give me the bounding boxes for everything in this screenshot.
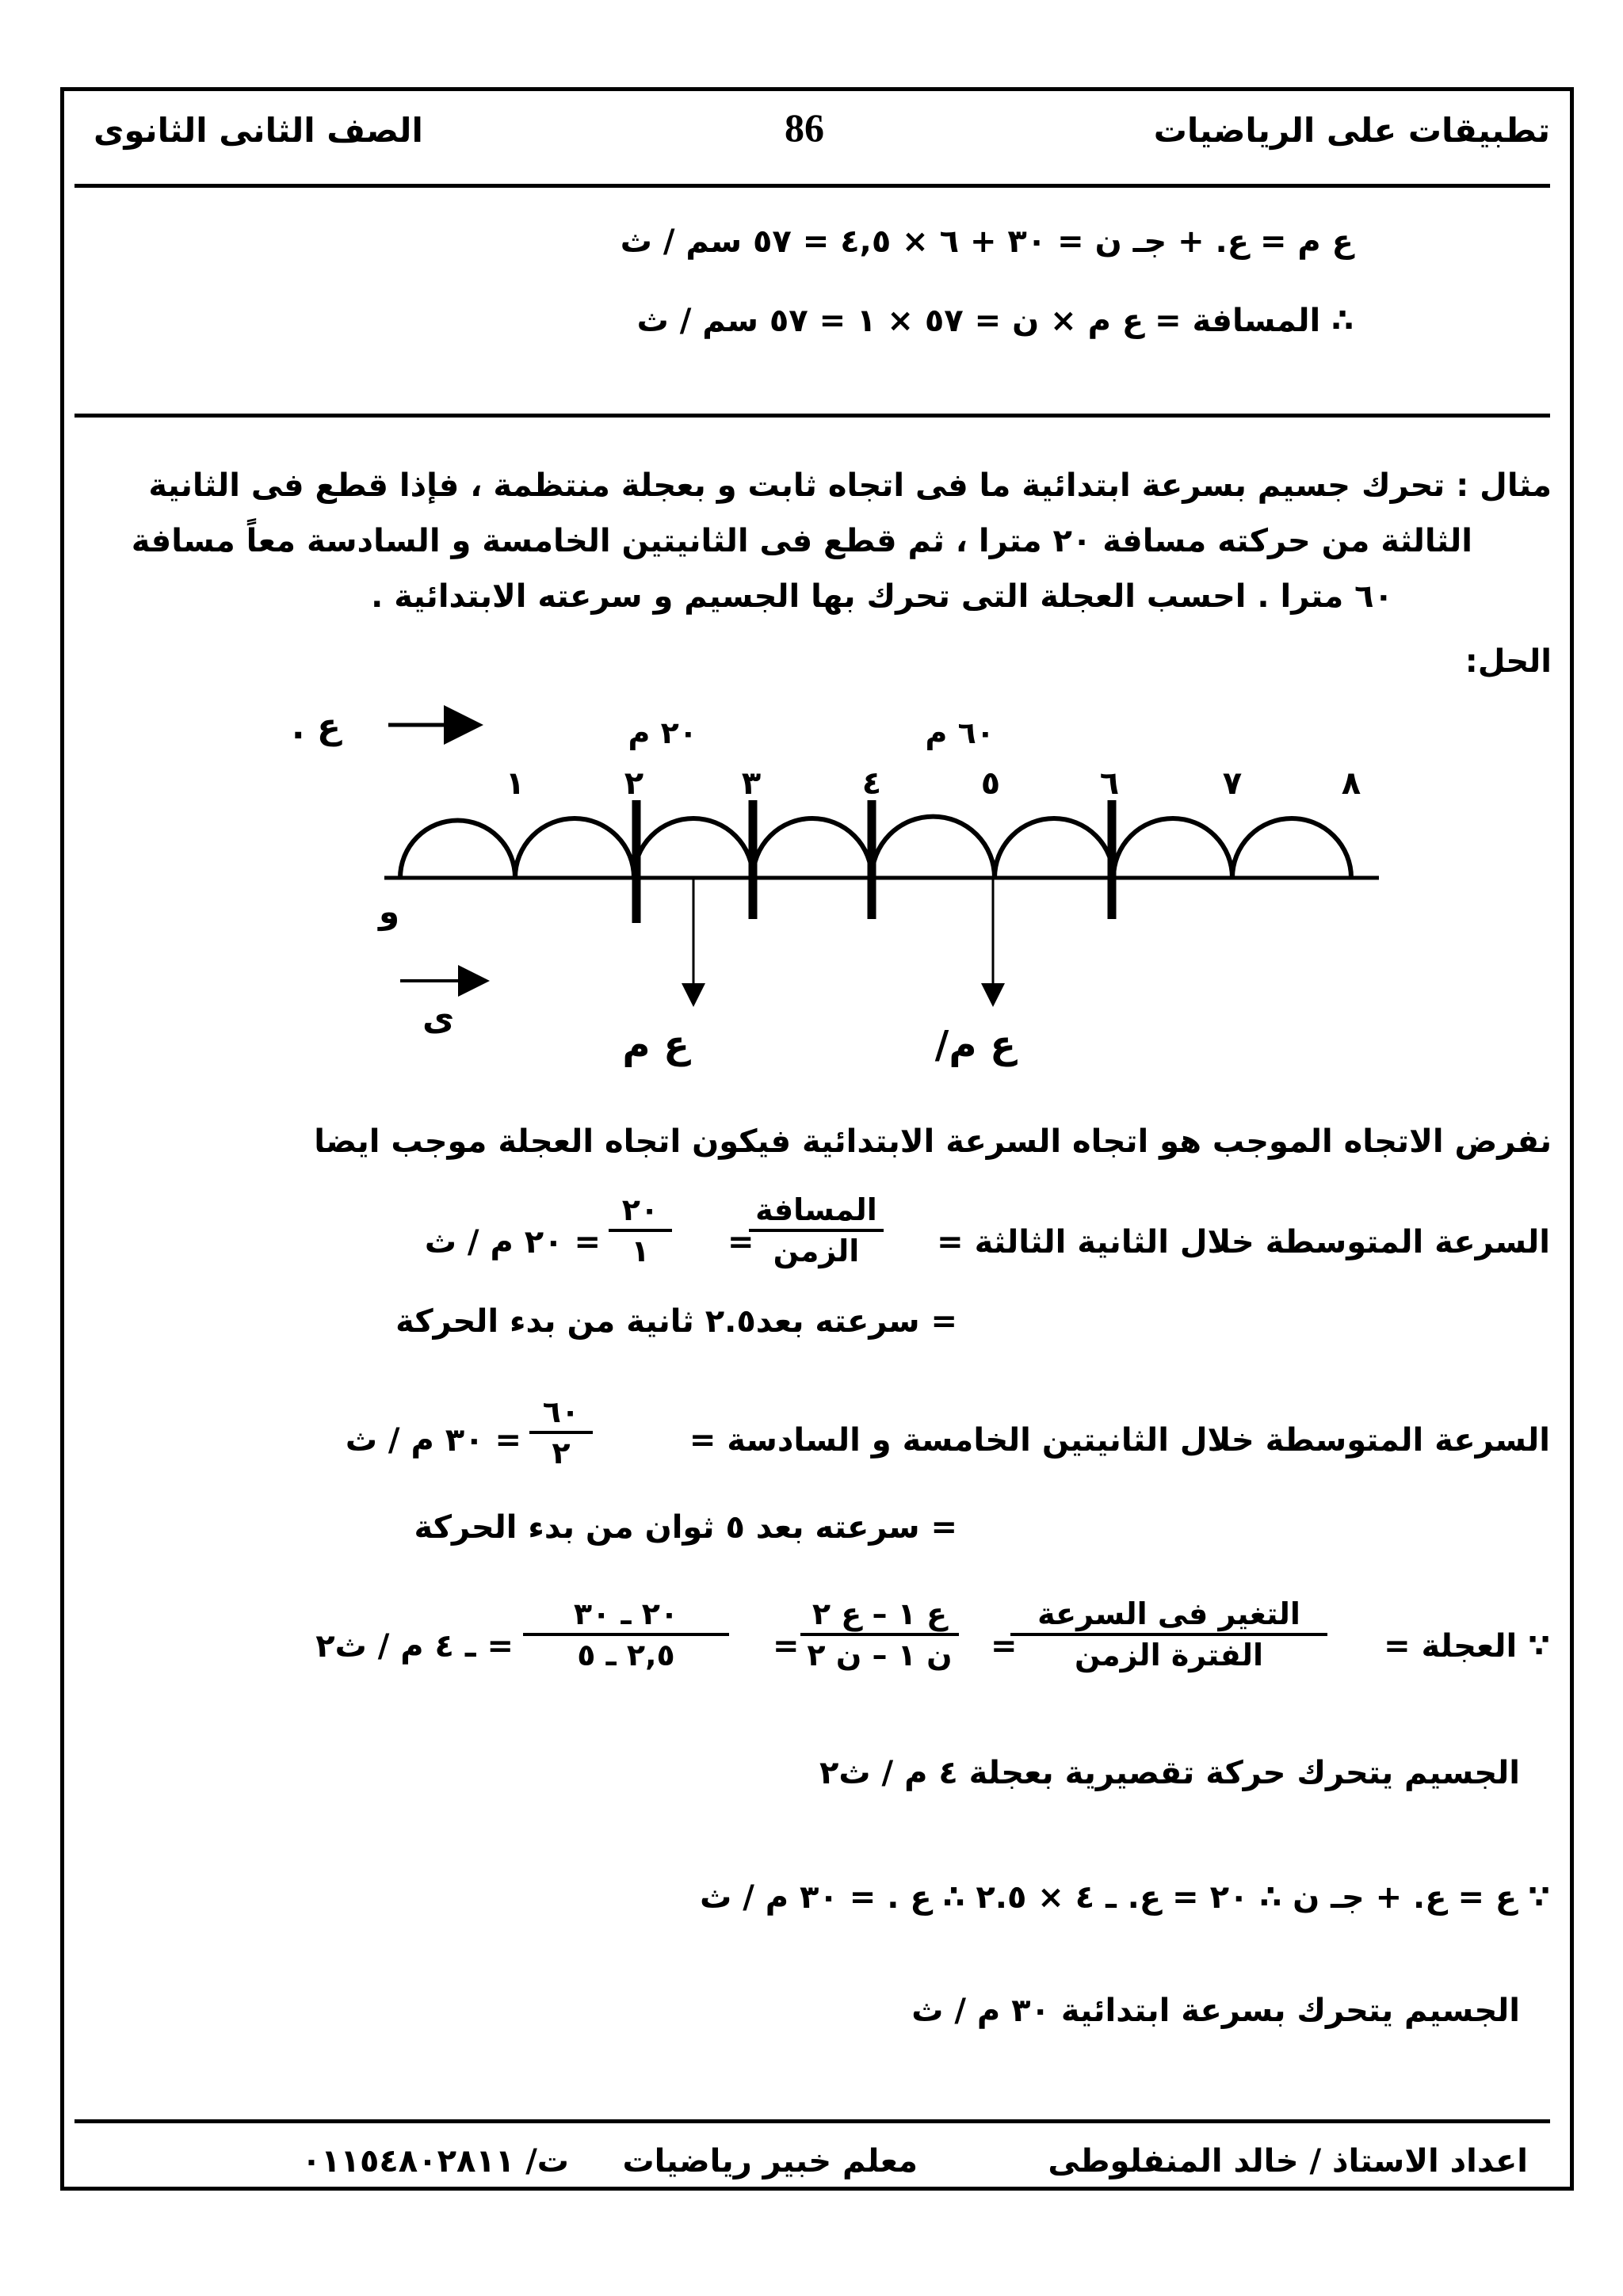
segment-20-label: ٢٠ م: [628, 715, 697, 750]
fraction-symbolic: [800, 1596, 959, 1672]
fraction-numerator: ٦٠: [529, 1394, 593, 1434]
fraction-denominator: ٢: [552, 1436, 571, 1470]
v0-label: ع .: [291, 707, 341, 747]
origin-label: و: [379, 892, 400, 931]
fraction-change-over-time: [1010, 1596, 1327, 1672]
motion-diagram: [0, 697, 1623, 1093]
direction-label: ى: [422, 998, 455, 1039]
header-title: تطبيقات على الرياضيات: [1153, 111, 1550, 150]
avg-speed-1-result: = ٢٠ م / ث: [424, 1224, 601, 1261]
header-grade: الصف الثانى الثانوى: [94, 111, 423, 150]
footer-phone: ت/ ٠١١٥٤٨٠٢٨١١: [301, 2143, 569, 2180]
page-number: 86: [785, 105, 824, 150]
avg-speed-1-text: السرعة المتوسطة خلال الثانية الثالثة =: [937, 1224, 1550, 1261]
fraction-values: [523, 1596, 729, 1672]
arrow1-label: ع م: [622, 1023, 689, 1067]
solution-label: الحل:: [1465, 643, 1552, 680]
second-number: ٨: [1341, 765, 1361, 802]
fraction-numerator: ع ١ – ع ٢: [800, 1596, 959, 1636]
second-number: ٣: [741, 765, 762, 802]
conclusion-line: الجسيم يتحرك بسرعة ابتدائية ٣٠ م / ث: [911, 1993, 1520, 2029]
section-divider: [74, 414, 1550, 418]
deceleration-note: الجسيم يتحرك حركة تقصيرية بعجلة ٤ م / ث٢: [819, 1755, 1520, 1791]
footer-author: اعداد الاستاذ / خالد المنفلوطى: [1048, 2143, 1528, 2180]
fraction-denominator: ن ١ – ن ٢: [807, 1638, 953, 1672]
acceleration-result: = ـ ٤ م / ث٢: [315, 1628, 514, 1665]
final-equation: ∵ ع = ع. + جـ ن ∴ ٢٠ = ع. ـ ٤ × ٢.٥ ∴ ع . = ٣٠ م / ث: [700, 1879, 1550, 1916]
second-number: ٤: [861, 765, 882, 802]
fraction-denominator: ٢,٥ ـ ٥: [577, 1638, 675, 1672]
segment-60-label: ٦٠ م: [925, 715, 995, 750]
example-line-2: الثالثة من حركته مسافة ٢٠ مترا ، ثم قطع فى الثانيتين الخامسة و السادسة معاً مسافة: [131, 523, 1472, 559]
fraction-numerator: ٢٠ ـ ٣٠: [523, 1596, 729, 1636]
avg-speed-1-note: = سرعته بعد٢.٥ ثانية من بدء الحركة: [395, 1303, 957, 1340]
second-number: ١: [505, 765, 525, 802]
fraction-60-over-2: [529, 1394, 593, 1470]
header-divider: [74, 184, 1550, 188]
second-number: ٦: [1099, 765, 1120, 802]
example-line-3: ٦٠ مترا . احسب العجلة التى تحرك بها الجسيم و سرعته الابتدائية .: [371, 578, 1393, 615]
fraction-distance-time: [749, 1192, 884, 1268]
prev-equation-1: ع م = ع. + جـ ن = ٣٠ + ٦ × ٤,٥ = ٥٧ سم / ث: [620, 223, 1354, 260]
fraction-denominator: ١: [631, 1234, 650, 1268]
second-number: ٢: [624, 765, 644, 802]
avg-speed-2-text: السرعة المتوسطة خلال الثانيتين الخامسة و السادسة =: [689, 1422, 1550, 1459]
second-number: ٥: [980, 765, 1001, 802]
avg-speed-2-note: = سرعته بعد ٥ ثوان من بدء الحركة: [414, 1509, 957, 1546]
fraction-numerator: ٢٠: [609, 1192, 672, 1232]
example-line-1: مثال : تحرك جسيم بسرعة ابتدائية ما فى اتجاه ثابت و بعجلة منتظمة ، فإذا قطع فى الثانية: [148, 467, 1552, 504]
prev-equation-2: ∴ المسافة = ع م × ن = ٥٧ × ١ = ٥٧ سم / ث: [636, 303, 1354, 339]
acceleration-label: ∵ العجلة =: [1384, 1628, 1550, 1665]
avg-speed-2-result: = ٣٠ م / ث: [345, 1422, 521, 1459]
arrow2-label: ع م/: [934, 1023, 1016, 1067]
fraction-denominator: الزمن: [773, 1234, 860, 1268]
footer-role: معلم خبير رياضيات: [622, 2143, 918, 2180]
assumption-line: نفرض الاتجاه الموجب هو اتجاه السرعة الابتدائية فيكون اتجاه العجلة موجب ايضا: [314, 1123, 1552, 1160]
second-numbers: [506, 765, 1361, 802]
fraction-numerator: التغير فى السرعة: [1010, 1596, 1327, 1636]
fraction-20-over-1: [609, 1192, 672, 1268]
footer-divider: [74, 2119, 1550, 2123]
fraction-numerator: المسافة: [749, 1192, 884, 1232]
fraction-denominator: الفترة الزمن: [1074, 1638, 1264, 1672]
second-number: ٧: [1222, 765, 1243, 802]
